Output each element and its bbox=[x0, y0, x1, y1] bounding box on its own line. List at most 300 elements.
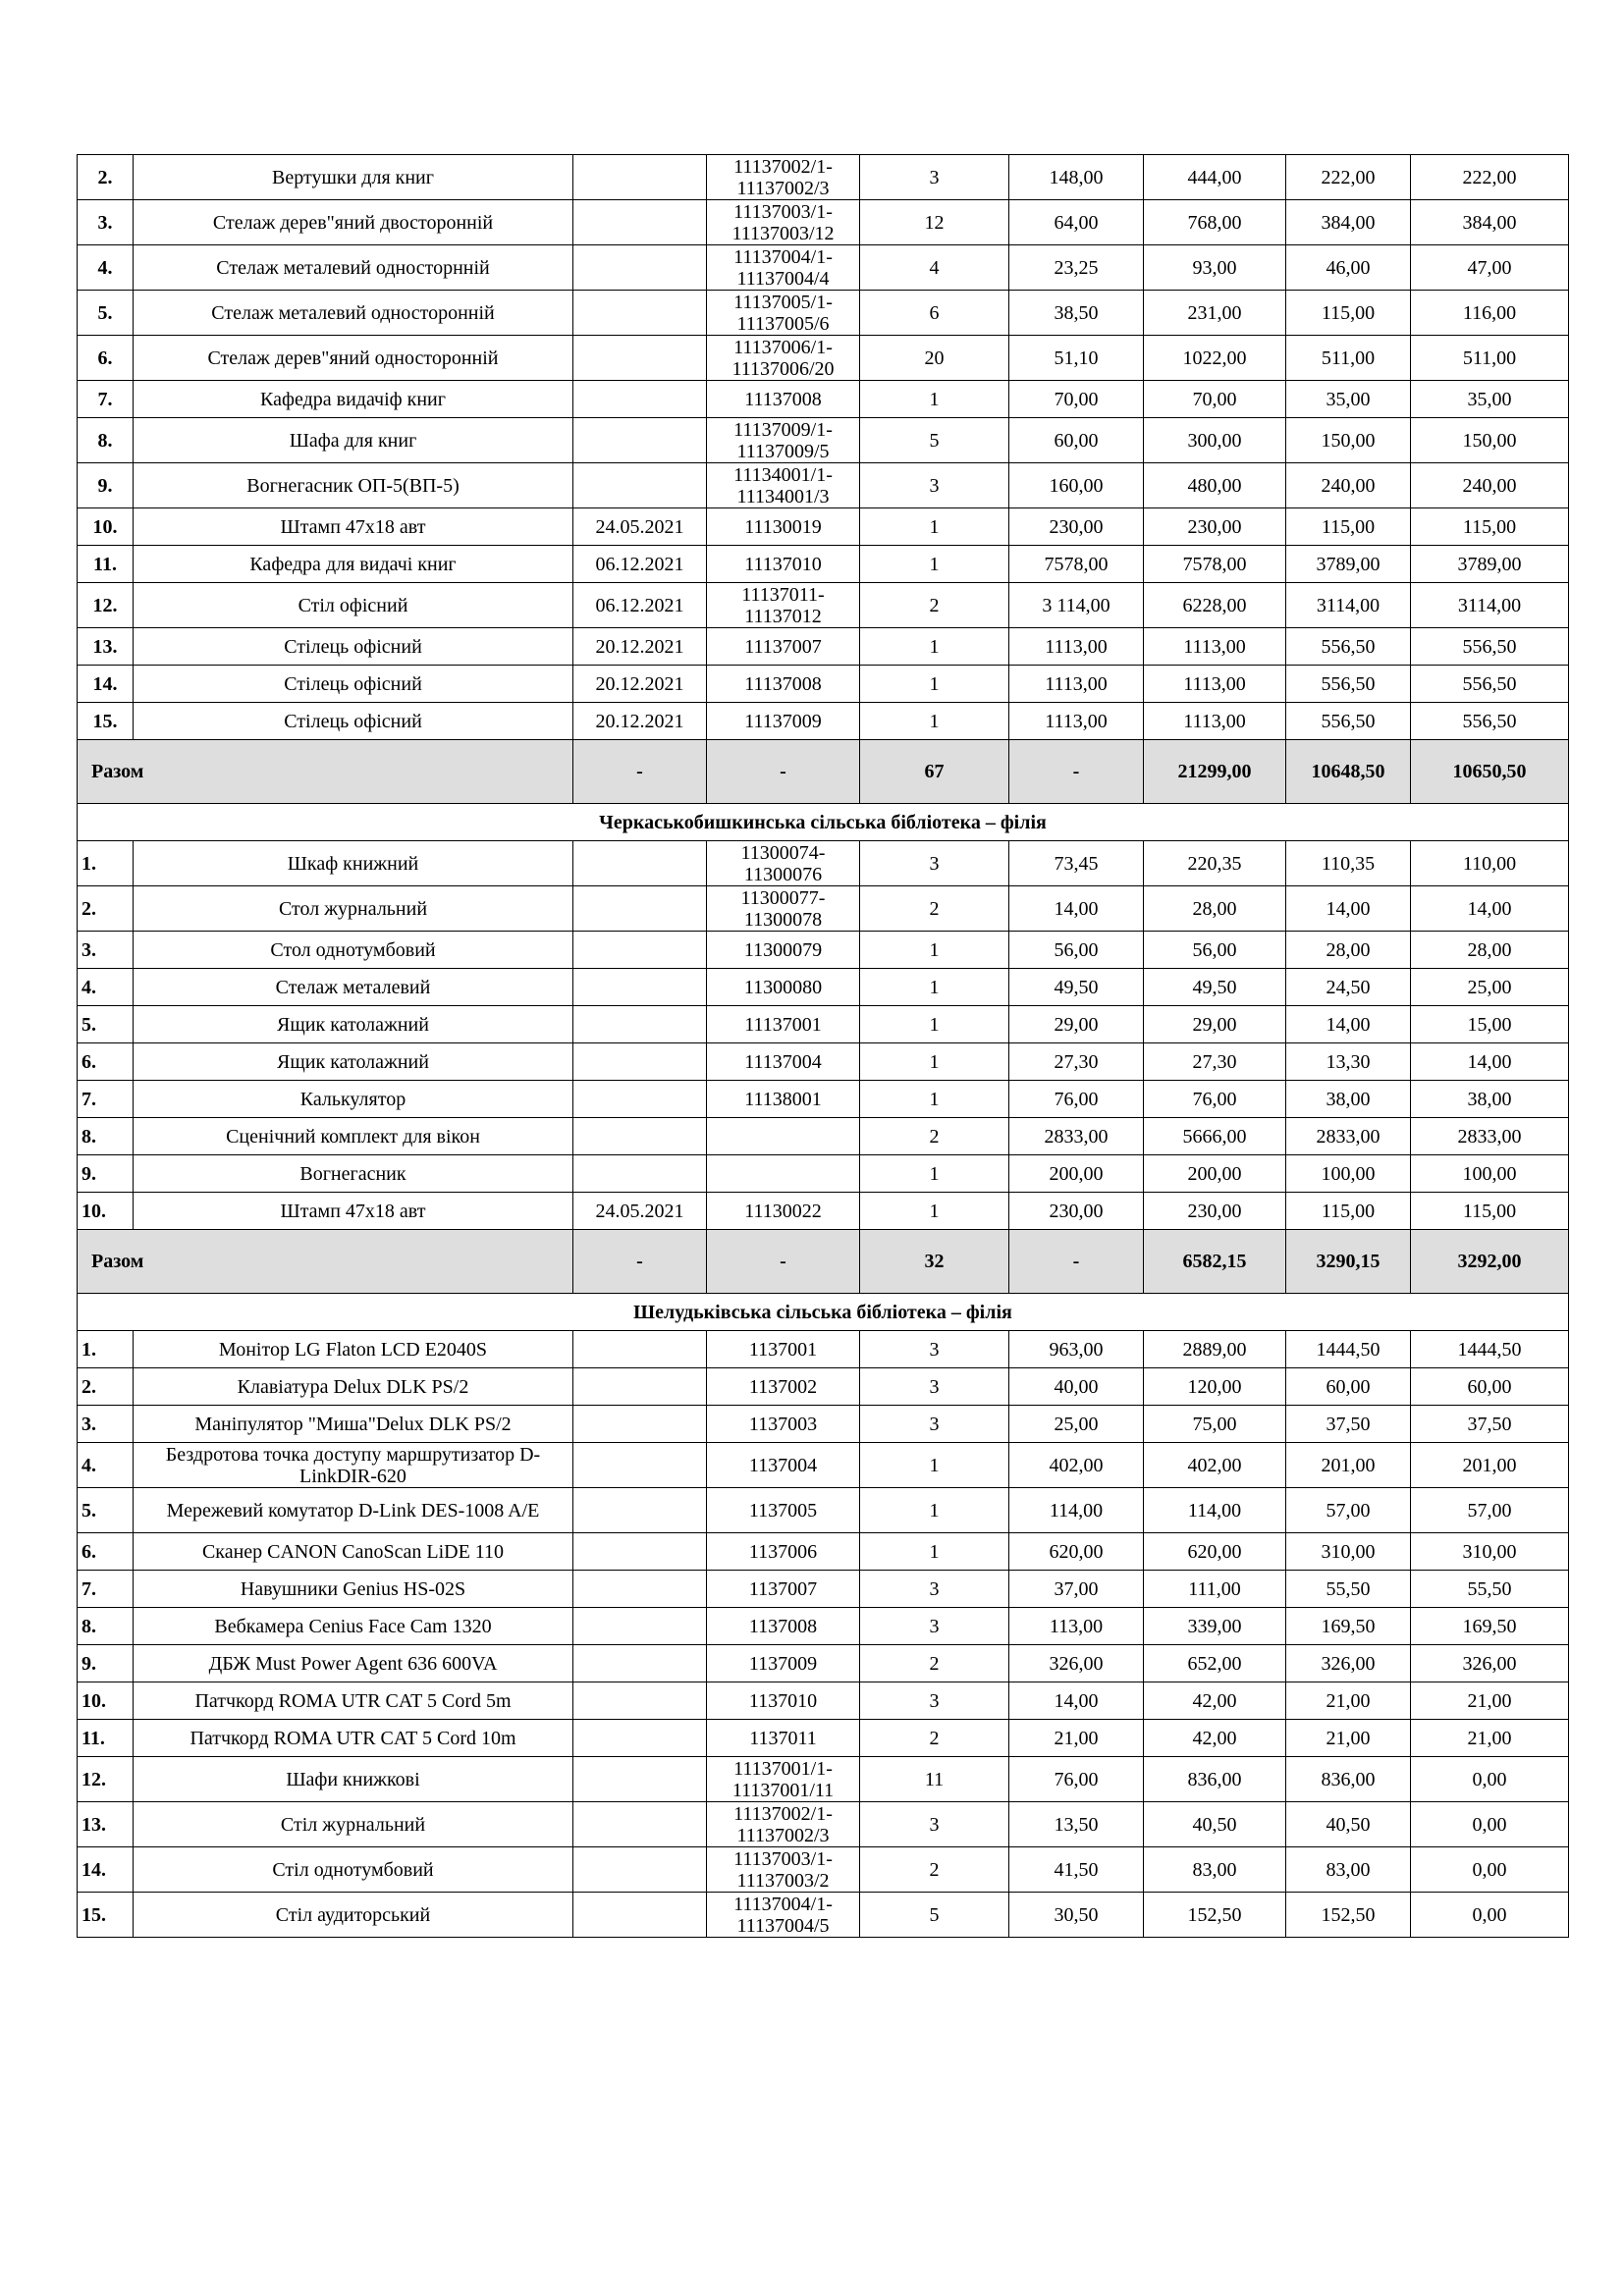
cell-sum: 230,00 bbox=[1144, 508, 1286, 546]
cell-date bbox=[573, 245, 707, 291]
cell-wear: 100,00 bbox=[1286, 1155, 1411, 1193]
cell-wear: 169,50 bbox=[1286, 1608, 1411, 1645]
cell-wear: 201,00 bbox=[1286, 1443, 1411, 1488]
cell-name: Вертушки для книг bbox=[134, 155, 573, 200]
table-row bbox=[78, 1443, 1569, 1488]
cell-qty: 5 bbox=[860, 1893, 1009, 1938]
table-row bbox=[78, 291, 1569, 336]
table-row bbox=[78, 336, 1569, 381]
cell-name: Мережевий комутатор D-Link DES-1008 A/E bbox=[134, 1488, 573, 1533]
cell-date bbox=[573, 841, 707, 886]
cell-rest: 38,00 bbox=[1411, 1081, 1569, 1118]
cell-wear: 556,50 bbox=[1286, 628, 1411, 666]
cell-wear: 57,00 bbox=[1286, 1488, 1411, 1533]
cell-price: 21,00 bbox=[1009, 1720, 1144, 1757]
cell-inv: 11137010 bbox=[707, 546, 860, 583]
cell-sum: 620,00 bbox=[1144, 1533, 1286, 1571]
cell-inv: 1137004 bbox=[707, 1443, 860, 1488]
cell-qty: 3 bbox=[860, 155, 1009, 200]
cell-wear: 150,00 bbox=[1286, 418, 1411, 463]
cell-inv: 11138001 bbox=[707, 1081, 860, 1118]
cell-price: 56,00 bbox=[1009, 932, 1144, 969]
table-row bbox=[78, 418, 1569, 463]
cell-name: Патчкорд ROMA UTR CAT 5 Cord 10m bbox=[134, 1720, 573, 1757]
cell-wear: 28,00 bbox=[1286, 932, 1411, 969]
total-rest: 3292,00 bbox=[1411, 1230, 1569, 1294]
cell-qty: 3 bbox=[860, 463, 1009, 508]
cell-price: 1113,00 bbox=[1009, 628, 1144, 666]
cell-sum: 652,00 bbox=[1144, 1645, 1286, 1682]
table-row bbox=[78, 969, 1569, 1006]
section-heading-row bbox=[78, 1294, 1569, 1331]
cell-wear: 24,50 bbox=[1286, 969, 1411, 1006]
table-row bbox=[78, 1081, 1569, 1118]
table-row bbox=[78, 508, 1569, 546]
cell-date bbox=[573, 381, 707, 418]
cell-n: 10. bbox=[78, 1193, 134, 1230]
cell-price: 40,00 bbox=[1009, 1368, 1144, 1406]
cell-inv: 11300079 bbox=[707, 932, 860, 969]
cell-price: 30,50 bbox=[1009, 1893, 1144, 1938]
cell-date bbox=[573, 418, 707, 463]
cell-price: 113,00 bbox=[1009, 1608, 1144, 1645]
table-row bbox=[78, 463, 1569, 508]
cell-qty: 1 bbox=[860, 1043, 1009, 1081]
cell-wear: 384,00 bbox=[1286, 200, 1411, 245]
cell-rest: 47,00 bbox=[1411, 245, 1569, 291]
cell-sum: 42,00 bbox=[1144, 1720, 1286, 1757]
total-rest: 10650,50 bbox=[1411, 740, 1569, 804]
cell-name: Кафедра для видачі книг bbox=[134, 546, 573, 583]
cell-name: Стілець офісний bbox=[134, 703, 573, 740]
cell-name: Стелаж дерев"яний односторонній bbox=[134, 336, 573, 381]
cell-rest: 115,00 bbox=[1411, 1193, 1569, 1230]
cell-inv: 1137001 bbox=[707, 1331, 860, 1368]
cell-inv: 11137008 bbox=[707, 381, 860, 418]
table-row bbox=[78, 932, 1569, 969]
cell-rest: 1444,50 bbox=[1411, 1331, 1569, 1368]
cell-name: Стіл однотумбовий bbox=[134, 1847, 573, 1893]
cell-name: Калькулятор bbox=[134, 1081, 573, 1118]
cell-price: 27,30 bbox=[1009, 1043, 1144, 1081]
cell-qty: 2 bbox=[860, 1847, 1009, 1893]
cell-sum: 29,00 bbox=[1144, 1006, 1286, 1043]
section-heading: Черкаськобишкинська сільська бібліотека – філія bbox=[78, 804, 1569, 841]
cell-sum: 2889,00 bbox=[1144, 1331, 1286, 1368]
cell-n: 1. bbox=[78, 1331, 134, 1368]
cell-qty: 3 bbox=[860, 1368, 1009, 1406]
cell-date: 24.05.2021 bbox=[573, 508, 707, 546]
cell-n: 9. bbox=[78, 1155, 134, 1193]
total-price: - bbox=[1009, 1230, 1144, 1294]
total-row bbox=[78, 740, 1569, 804]
table-row bbox=[78, 1608, 1569, 1645]
cell-qty: 3 bbox=[860, 1682, 1009, 1720]
cell-price: 38,50 bbox=[1009, 291, 1144, 336]
cell-inv: 11130019 bbox=[707, 508, 860, 546]
cell-n: 12. bbox=[78, 583, 134, 628]
cell-qty: 1 bbox=[860, 666, 1009, 703]
cell-inv: 11137004 bbox=[707, 1043, 860, 1081]
cell-qty: 3 bbox=[860, 1802, 1009, 1847]
cell-n: 3. bbox=[78, 1406, 134, 1443]
cell-n: 6. bbox=[78, 1043, 134, 1081]
cell-date: 24.05.2021 bbox=[573, 1193, 707, 1230]
cell-wear: 3114,00 bbox=[1286, 583, 1411, 628]
cell-price: 620,00 bbox=[1009, 1533, 1144, 1571]
cell-name: Шафа для книг bbox=[134, 418, 573, 463]
cell-n: 15. bbox=[78, 703, 134, 740]
cell-rest: 110,00 bbox=[1411, 841, 1569, 886]
table-row bbox=[78, 628, 1569, 666]
inventory-table bbox=[77, 154, 1569, 1938]
cell-n: 4. bbox=[78, 969, 134, 1006]
total-date: - bbox=[573, 1230, 707, 1294]
cell-wear: 556,50 bbox=[1286, 703, 1411, 740]
cell-sum: 200,00 bbox=[1144, 1155, 1286, 1193]
section-heading: Шелудьківська сільська бібліотека – філія bbox=[78, 1294, 1569, 1331]
table-row bbox=[78, 703, 1569, 740]
cell-name: Навушники Genius HS-02S bbox=[134, 1571, 573, 1608]
cell-inv: 1137011 bbox=[707, 1720, 860, 1757]
cell-rest: 310,00 bbox=[1411, 1533, 1569, 1571]
cell-sum: 300,00 bbox=[1144, 418, 1286, 463]
cell-qty: 1 bbox=[860, 381, 1009, 418]
cell-sum: 836,00 bbox=[1144, 1757, 1286, 1802]
cell-name: Вебкамера Cenius Face Cam 1320 bbox=[134, 1608, 573, 1645]
cell-price: 76,00 bbox=[1009, 1757, 1144, 1802]
cell-rest: 116,00 bbox=[1411, 291, 1569, 336]
cell-qty: 1 bbox=[860, 1443, 1009, 1488]
cell-n: 12. bbox=[78, 1757, 134, 1802]
total-wear: 3290,15 bbox=[1286, 1230, 1411, 1294]
cell-qty: 3 bbox=[860, 1571, 1009, 1608]
cell-rest: 60,00 bbox=[1411, 1368, 1569, 1406]
cell-qty: 1 bbox=[860, 932, 1009, 969]
cell-sum: 230,00 bbox=[1144, 1193, 1286, 1230]
cell-qty: 1 bbox=[860, 1081, 1009, 1118]
cell-wear: 152,50 bbox=[1286, 1893, 1411, 1938]
cell-inv: 11137001/1-11137001/11 bbox=[707, 1757, 860, 1802]
cell-n: 5. bbox=[78, 291, 134, 336]
cell-rest: 15,00 bbox=[1411, 1006, 1569, 1043]
table-row bbox=[78, 1893, 1569, 1938]
cell-qty: 2 bbox=[860, 583, 1009, 628]
cell-rest: 201,00 bbox=[1411, 1443, 1569, 1488]
cell-inv: 11137006/1-11137006/20 bbox=[707, 336, 860, 381]
cell-n: 9. bbox=[78, 463, 134, 508]
cell-qty: 1 bbox=[860, 508, 1009, 546]
cell-wear: 836,00 bbox=[1286, 1757, 1411, 1802]
cell-wear: 21,00 bbox=[1286, 1682, 1411, 1720]
cell-date: 20.12.2021 bbox=[573, 703, 707, 740]
cell-qty: 1 bbox=[860, 703, 1009, 740]
cell-n: 13. bbox=[78, 1802, 134, 1847]
table-row bbox=[78, 1006, 1569, 1043]
cell-date bbox=[573, 1682, 707, 1720]
cell-wear: 38,00 bbox=[1286, 1081, 1411, 1118]
table-row bbox=[78, 886, 1569, 932]
cell-sum: 1022,00 bbox=[1144, 336, 1286, 381]
cell-wear: 13,30 bbox=[1286, 1043, 1411, 1081]
cell-date bbox=[573, 1443, 707, 1488]
cell-n: 8. bbox=[78, 418, 134, 463]
cell-sum: 120,00 bbox=[1144, 1368, 1286, 1406]
cell-sum: 480,00 bbox=[1144, 463, 1286, 508]
cell-wear: 1444,50 bbox=[1286, 1331, 1411, 1368]
total-price: - bbox=[1009, 740, 1144, 804]
cell-name: Стіл журнальний bbox=[134, 1802, 573, 1847]
cell-n: 2. bbox=[78, 886, 134, 932]
cell-name: Кафедра видачіф книг bbox=[134, 381, 573, 418]
cell-inv: 11300077-11300078 bbox=[707, 886, 860, 932]
cell-wear: 110,35 bbox=[1286, 841, 1411, 886]
total-date: - bbox=[573, 740, 707, 804]
cell-sum: 76,00 bbox=[1144, 1081, 1286, 1118]
cell-wear: 3789,00 bbox=[1286, 546, 1411, 583]
cell-qty: 1 bbox=[860, 1533, 1009, 1571]
table-row bbox=[78, 1682, 1569, 1720]
table-row bbox=[78, 1720, 1569, 1757]
table-row bbox=[78, 583, 1569, 628]
section-heading-row bbox=[78, 804, 1569, 841]
cell-n: 8. bbox=[78, 1608, 134, 1645]
cell-date bbox=[573, 1533, 707, 1571]
cell-price: 64,00 bbox=[1009, 200, 1144, 245]
cell-rest: 326,00 bbox=[1411, 1645, 1569, 1682]
cell-rest: 21,00 bbox=[1411, 1720, 1569, 1757]
cell-qty: 3 bbox=[860, 1331, 1009, 1368]
cell-price: 3 114,00 bbox=[1009, 583, 1144, 628]
cell-price: 1113,00 bbox=[1009, 703, 1144, 740]
cell-inv: 11137008 bbox=[707, 666, 860, 703]
table-row bbox=[78, 1488, 1569, 1533]
cell-rest: 169,50 bbox=[1411, 1608, 1569, 1645]
cell-rest: 14,00 bbox=[1411, 1043, 1569, 1081]
total-inv: - bbox=[707, 1230, 860, 1294]
cell-n: 6. bbox=[78, 1533, 134, 1571]
cell-rest: 556,50 bbox=[1411, 703, 1569, 740]
cell-wear: 83,00 bbox=[1286, 1847, 1411, 1893]
cell-sum: 768,00 bbox=[1144, 200, 1286, 245]
cell-wear: 46,00 bbox=[1286, 245, 1411, 291]
cell-rest: 35,00 bbox=[1411, 381, 1569, 418]
cell-qty: 2 bbox=[860, 1118, 1009, 1155]
cell-sum: 27,30 bbox=[1144, 1043, 1286, 1081]
cell-sum: 111,00 bbox=[1144, 1571, 1286, 1608]
cell-inv: 1137007 bbox=[707, 1571, 860, 1608]
cell-rest: 21,00 bbox=[1411, 1682, 1569, 1720]
cell-date bbox=[573, 336, 707, 381]
cell-inv: 1137003 bbox=[707, 1406, 860, 1443]
cell-sum: 231,00 bbox=[1144, 291, 1286, 336]
cell-sum: 42,00 bbox=[1144, 1682, 1286, 1720]
cell-price: 76,00 bbox=[1009, 1081, 1144, 1118]
cell-inv: 11137004/1-11137004/4 bbox=[707, 245, 860, 291]
cell-qty: 1 bbox=[860, 1193, 1009, 1230]
cell-sum: 339,00 bbox=[1144, 1608, 1286, 1645]
table-row bbox=[78, 1193, 1569, 1230]
cell-qty: 3 bbox=[860, 1406, 1009, 1443]
cell-price: 14,00 bbox=[1009, 1682, 1144, 1720]
cell-sum: 49,50 bbox=[1144, 969, 1286, 1006]
cell-name: Стелаж металевий bbox=[134, 969, 573, 1006]
cell-inv: 1137008 bbox=[707, 1608, 860, 1645]
cell-price: 14,00 bbox=[1009, 886, 1144, 932]
table-row bbox=[78, 666, 1569, 703]
cell-sum: 1113,00 bbox=[1144, 703, 1286, 740]
cell-sum: 7578,00 bbox=[1144, 546, 1286, 583]
cell-date bbox=[573, 1006, 707, 1043]
cell-inv bbox=[707, 1155, 860, 1193]
cell-qty: 4 bbox=[860, 245, 1009, 291]
cell-date bbox=[573, 1757, 707, 1802]
cell-date bbox=[573, 1720, 707, 1757]
cell-wear: 222,00 bbox=[1286, 155, 1411, 200]
cell-inv: 1137006 bbox=[707, 1533, 860, 1571]
total-inv: - bbox=[707, 740, 860, 804]
cell-wear: 556,50 bbox=[1286, 666, 1411, 703]
cell-date bbox=[573, 1847, 707, 1893]
cell-date bbox=[573, 886, 707, 932]
cell-qty: 3 bbox=[860, 1608, 1009, 1645]
cell-name: Стіл аудиторський bbox=[134, 1893, 573, 1938]
cell-qty: 1 bbox=[860, 969, 1009, 1006]
cell-name: Стол журнальний bbox=[134, 886, 573, 932]
cell-inv: 11137005/1-11137005/6 bbox=[707, 291, 860, 336]
table-row bbox=[78, 1645, 1569, 1682]
cell-date bbox=[573, 1155, 707, 1193]
cell-price: 160,00 bbox=[1009, 463, 1144, 508]
cell-date bbox=[573, 1406, 707, 1443]
cell-date bbox=[573, 1893, 707, 1938]
cell-wear: 21,00 bbox=[1286, 1720, 1411, 1757]
cell-wear: 40,50 bbox=[1286, 1802, 1411, 1847]
cell-price: 230,00 bbox=[1009, 508, 1144, 546]
cell-sum: 402,00 bbox=[1144, 1443, 1286, 1488]
cell-n: 10. bbox=[78, 508, 134, 546]
cell-rest: 55,50 bbox=[1411, 1571, 1569, 1608]
cell-n: 15. bbox=[78, 1893, 134, 1938]
cell-date bbox=[573, 1802, 707, 1847]
cell-qty: 12 bbox=[860, 200, 1009, 245]
cell-price: 200,00 bbox=[1009, 1155, 1144, 1193]
cell-n: 2. bbox=[78, 155, 134, 200]
cell-rest: 511,00 bbox=[1411, 336, 1569, 381]
cell-date bbox=[573, 1118, 707, 1155]
cell-rest: 556,50 bbox=[1411, 666, 1569, 703]
cell-wear: 14,00 bbox=[1286, 886, 1411, 932]
cell-sum: 444,00 bbox=[1144, 155, 1286, 200]
cell-inv: 11137003/1-11137003/12 bbox=[707, 200, 860, 245]
table-row bbox=[78, 1155, 1569, 1193]
cell-name: Ящик католажний bbox=[134, 1006, 573, 1043]
cell-qty: 1 bbox=[860, 1006, 1009, 1043]
cell-wear: 35,00 bbox=[1286, 381, 1411, 418]
cell-qty: 1 bbox=[860, 628, 1009, 666]
cell-sum: 5666,00 bbox=[1144, 1118, 1286, 1155]
cell-name: Шкаф книжний bbox=[134, 841, 573, 886]
total-label: Разом bbox=[78, 1230, 573, 1294]
cell-sum: 220,35 bbox=[1144, 841, 1286, 886]
cell-date bbox=[573, 1043, 707, 1081]
cell-price: 29,00 bbox=[1009, 1006, 1144, 1043]
cell-n: 4. bbox=[78, 245, 134, 291]
cell-name: Стелаж дерев"яний двосторонній bbox=[134, 200, 573, 245]
cell-n: 14. bbox=[78, 666, 134, 703]
cell-inv bbox=[707, 1118, 860, 1155]
cell-rest: 0,00 bbox=[1411, 1802, 1569, 1847]
cell-date bbox=[573, 155, 707, 200]
cell-n: 8. bbox=[78, 1118, 134, 1155]
cell-name: Штамп 47х18 авт bbox=[134, 508, 573, 546]
cell-date bbox=[573, 200, 707, 245]
cell-wear: 115,00 bbox=[1286, 508, 1411, 546]
cell-price: 402,00 bbox=[1009, 1443, 1144, 1488]
cell-n: 7. bbox=[78, 1571, 134, 1608]
cell-date bbox=[573, 1331, 707, 1368]
cell-sum: 83,00 bbox=[1144, 1847, 1286, 1893]
cell-name: Стілець офісний bbox=[134, 628, 573, 666]
cell-n: 4. bbox=[78, 1443, 134, 1488]
cell-n: 5. bbox=[78, 1488, 134, 1533]
cell-wear: 55,50 bbox=[1286, 1571, 1411, 1608]
cell-inv: 11137002/1-11137002/3 bbox=[707, 1802, 860, 1847]
cell-inv: 1137009 bbox=[707, 1645, 860, 1682]
cell-price: 1113,00 bbox=[1009, 666, 1144, 703]
cell-sum: 40,50 bbox=[1144, 1802, 1286, 1847]
cell-inv: 11137009 bbox=[707, 703, 860, 740]
total-label: Разом bbox=[78, 740, 573, 804]
total-qty: 32 bbox=[860, 1230, 1009, 1294]
cell-name: Вогнегасник bbox=[134, 1155, 573, 1193]
cell-rest: 37,50 bbox=[1411, 1406, 1569, 1443]
cell-n: 10. bbox=[78, 1682, 134, 1720]
cell-inv: 1137002 bbox=[707, 1368, 860, 1406]
cell-inv: 11137003/1-11137003/2 bbox=[707, 1847, 860, 1893]
table-row bbox=[78, 546, 1569, 583]
table-row bbox=[78, 381, 1569, 418]
cell-wear: 115,00 bbox=[1286, 291, 1411, 336]
cell-name: Стелаж металевий односторнній bbox=[134, 245, 573, 291]
cell-wear: 115,00 bbox=[1286, 1193, 1411, 1230]
cell-qty: 3 bbox=[860, 841, 1009, 886]
cell-wear: 326,00 bbox=[1286, 1645, 1411, 1682]
table-row bbox=[78, 155, 1569, 200]
cell-rest: 2833,00 bbox=[1411, 1118, 1569, 1155]
cell-name: Бездротова точка доступу маршрутизатор D-LinkDIR-620 bbox=[134, 1443, 573, 1488]
cell-price: 25,00 bbox=[1009, 1406, 1144, 1443]
cell-wear: 2833,00 bbox=[1286, 1118, 1411, 1155]
cell-n: 11. bbox=[78, 1720, 134, 1757]
cell-date bbox=[573, 1645, 707, 1682]
total-qty: 67 bbox=[860, 740, 1009, 804]
cell-date bbox=[573, 969, 707, 1006]
cell-qty: 1 bbox=[860, 546, 1009, 583]
cell-price: 70,00 bbox=[1009, 381, 1144, 418]
cell-date: 06.12.2021 bbox=[573, 583, 707, 628]
cell-sum: 1113,00 bbox=[1144, 666, 1286, 703]
cell-date bbox=[573, 1488, 707, 1533]
cell-price: 963,00 bbox=[1009, 1331, 1144, 1368]
total-sum: 21299,00 bbox=[1144, 740, 1286, 804]
cell-name: Монітор LG Flaton LCD E2040S bbox=[134, 1331, 573, 1368]
cell-name: Стілець офісний bbox=[134, 666, 573, 703]
cell-sum: 6228,00 bbox=[1144, 583, 1286, 628]
total-row bbox=[78, 1230, 1569, 1294]
cell-price: 148,00 bbox=[1009, 155, 1144, 200]
cell-name: Маніпулятор "Миша"Delux DLK PS/2 bbox=[134, 1406, 573, 1443]
